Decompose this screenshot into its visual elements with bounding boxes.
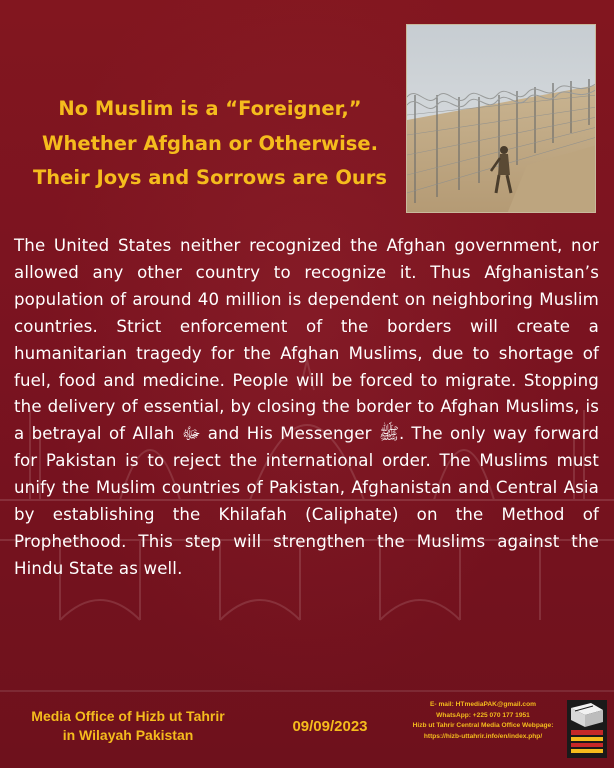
footer-divider	[0, 690, 614, 692]
contact-webpage-link[interactable]: https://hizb-uttahrir.info/en/index.php/	[423, 732, 543, 740]
body-paragraph: The United States neither recognized the Afghan government, nor allowed any other country to recognize it. Thus Afghanistan’s population of around 40 million is dependent on neighboring Muslim countries. Strict enforcement of the borders will create a humanitarian tragedy for the Afghan Muslims, due to shortage of fuel, food and medicine. People will be forced to migrate. Stopping the delivery of essential, by closing the border to Afghan Muslims, is a betrayal of Allah ﷻ and His Messenger ﷺ. The only way forward for Pakistan is to reject the international order. The Muslims must unify the Muslim countries of Pakistan, Afghanistan and Central Asia by establishing the Khilafah (Caliphate) on the Method of Prophethood. This step will strengthen the Muslims against the Hindu State as well.	[14, 236, 600, 578]
hizb-ut-tahrir-logo	[565, 700, 609, 758]
office-line-2: in Wilayah Pakistan	[62, 727, 194, 743]
headline	[16, 92, 404, 196]
contact-webpage-label: Hizb ut Tahrir Central Media Office Webpage:	[412, 722, 554, 729]
office-line-1: Media Office of Hizb ut Tahrir	[31, 708, 225, 724]
footer-date: 09/09/2023	[292, 718, 368, 735]
footer-office-name	[18, 707, 238, 745]
headline-line-2: Whether Afghan or Otherwise.	[41, 131, 379, 155]
contact-whatsapp[interactable]: WhatsApp: +225 070 177 1951	[436, 711, 530, 719]
border-fence-photo	[406, 24, 596, 213]
headline-line-3: Their Joys and Sorrows are Ours	[33, 166, 387, 189]
footer-contact-info	[398, 700, 568, 742]
headline-line-1: No Muslim is a “Foreigner,”	[58, 97, 362, 120]
contact-email[interactable]: E- mail: HTmediaPAK@gmail.com	[430, 701, 536, 708]
